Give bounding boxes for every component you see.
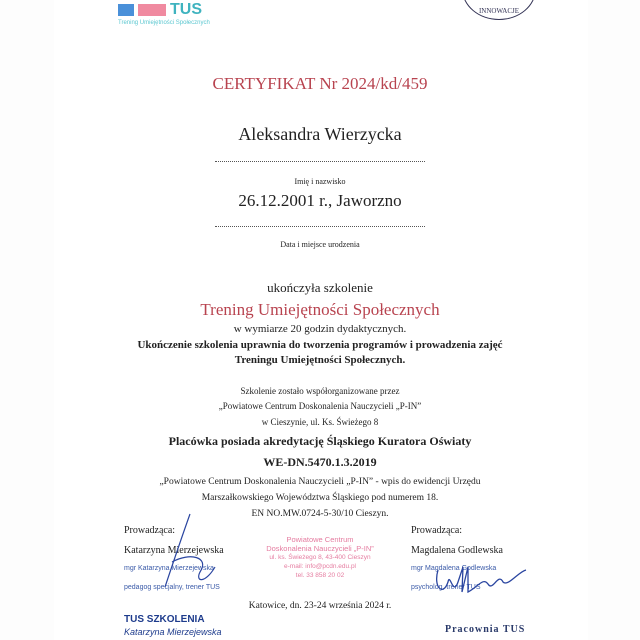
divider [215, 226, 425, 227]
logo-block-blue [118, 4, 134, 16]
completed-text: ukończyła szkolenie [267, 280, 373, 295]
rights-line-1: Ukończenie szkolenia uprawnia do tworzenia programów i prowadzenia zajęć [137, 339, 503, 351]
certificate-title: CERTYFIKAT Nr 2024/kd/459 [212, 74, 428, 93]
innowacje-seal: INNOWACJE [462, 0, 536, 20]
signature-right [428, 562, 528, 602]
birth-info: 26.12.2001 r., Jaworzno [238, 191, 402, 210]
divider [215, 161, 425, 162]
logo-block-pink [138, 4, 166, 16]
accreditation-number: WE-DN.5470.1.3.2019 [263, 455, 377, 469]
registry-line-1: „Powiatowe Centrum Doskonalenia Nauczycieli „P-IN” - wpis do ewidencji Urzędu [159, 477, 481, 487]
tus-logo [118, 1, 210, 27]
logo-mark: TUS [170, 1, 202, 18]
right-signature-block: Prowadząca: Magdalena Godlewska mgr Magdalena Godlewska psycholog, trener TUS [411, 525, 503, 591]
place-date: Katowice, dn. 23-24 września 2024 r. [248, 601, 392, 611]
course-title: Trening Umiejętności Społecznych [200, 300, 440, 319]
hours-text: w wymiarze 20 godzin dydaktycznych. [233, 323, 407, 335]
coorg-line-3: w Cieszynie, ul. Ks. Świeżego 8 [261, 417, 379, 427]
coorg-line-2: „Powiatowe Centrum Doskonalenia Nauczycieli „P-IN” [218, 401, 422, 411]
coorg-line-1: Szkolenie zostało współorganizowane przez [240, 386, 400, 396]
name-label: Imię i nazwisko [294, 177, 346, 186]
rights-line-2: Treningu Umiejętności Społecznych. [234, 354, 406, 366]
signature-left [160, 512, 220, 592]
tus-szkolenia-stamp: TUS SZKOLENIA Katarzyna Mierzejewska [124, 614, 222, 637]
recipient-name: Aleksandra Wierzycka [238, 124, 402, 144]
pracownia-tus-label: Pracownia TUS [445, 624, 526, 635]
left-signature-block: Prowadząca: Katarzyna Mierzejewska mgr Katarzyna Mierzejewska pedagog specjalny, trener TUS [124, 525, 224, 591]
registry-line-2: Marszałkowskiego Województwa Śląskiego pod numerem 18. [201, 493, 439, 503]
accreditation: Placówka posiada akredytację Śląskiego Kuratora Oświaty [168, 434, 472, 448]
logo-subtitle: Trening Umiejętności Społecznych [118, 20, 210, 26]
center-stamp: Powiatowe Centrum Doskonalenia Nauczycieli „P-IN” ul. ks. Świeżego 8, 43-400 Cieszyn e-mail: info@pcdn.edu.pl tel. 33 858 20 02 [266, 535, 374, 579]
birth-label: Data i miejsce urodzenia [280, 240, 360, 249]
registry-line-3: EN NO.MW.0724-5-30/10 Cieszyn. [251, 509, 389, 519]
